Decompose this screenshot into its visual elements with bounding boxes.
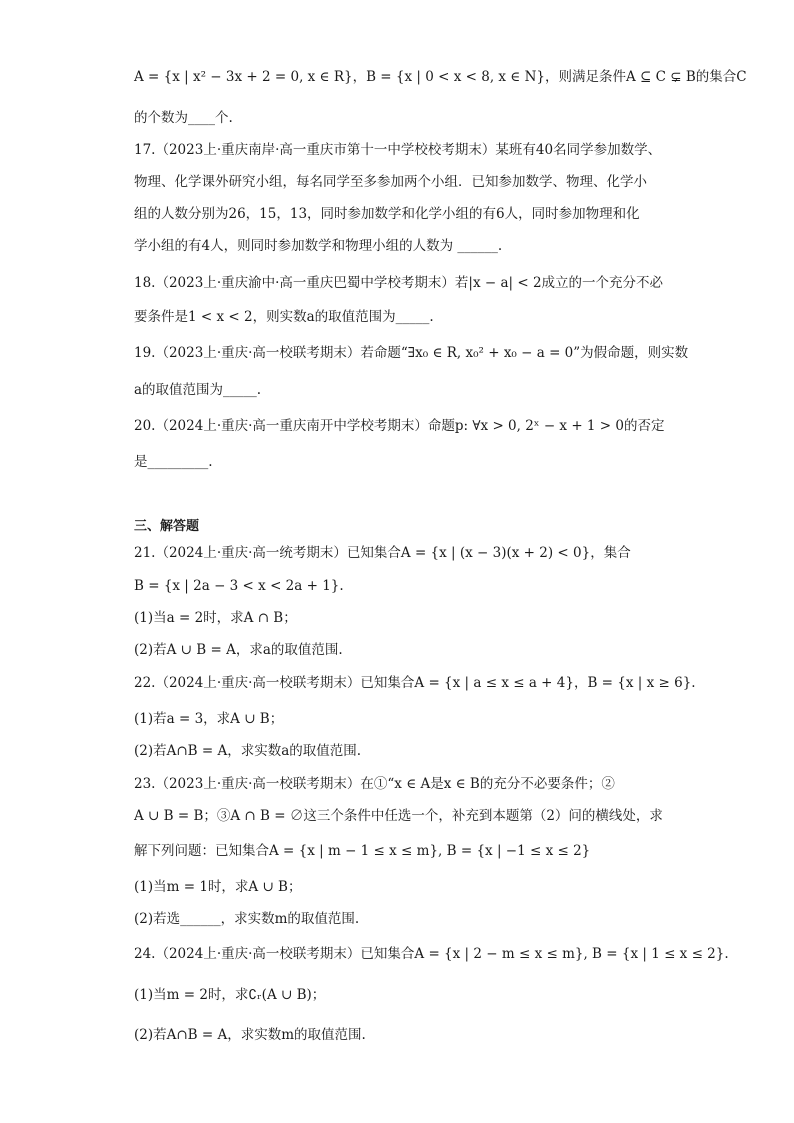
q18-line-1: 18.（2023上·重庆渝中·高一重庆巴蜀中学校考期末）若|x − a| < 2成立的一个充分不必	[134, 275, 664, 291]
q23-line-1: 23.（2023上·重庆·高一校联考期末）在①“x ∈ A是x ∈ B的充分不必要条件；②	[134, 776, 615, 792]
q23-line-3: 解下列问题：已知集合A = {x | m − 1 ≤ x ≤ m}, B = {x | −1 ≤ x ≤ 2}	[134, 843, 591, 859]
q17-line-2: 物理、化学课外研究小组，每名同学至多参加两个小组．已知参加数学、物理、化学小	[134, 174, 647, 190]
q24-line-1: 24.（2024上·重庆·高一校联考期末）已知集合A = {x | 2 − m ≤ x ≤ m}, B = {x | 1 ≤ x ≤ 2}.	[134, 946, 729, 962]
q21-part-2: (2)若A ∪ B = A，求a的取值范围.	[134, 642, 343, 658]
q20-line-2: 是_________.	[134, 454, 213, 470]
q23-part-1: (1)当m = 1时，求A ∪ B；	[134, 879, 302, 895]
q21-line-1: 21.（2024上·重庆·高一统考期末）已知集合A = {x | (x − 3)(x + 2) < 0}，集合	[134, 545, 631, 561]
q24-part-1: (1)当m = 2时，求∁ᵣ(A ∪ B)；	[134, 987, 326, 1003]
q17-line-4: 学小组的有4人，则同时参加数学和物理小组的人数为 ______.	[134, 238, 503, 254]
q16-line-2: 的个数为____个.	[134, 110, 233, 126]
q24-part-2: (2)若A∩B = A，求实数m的取值范围.	[134, 1027, 366, 1043]
q20-line-1: 20.（2024上·重庆·高一重庆南开中学校考期末）命题p: ∀x > 0, 2ˣ − x + 1 > 0的否定	[134, 418, 665, 434]
q18-line-2: 要条件是1 < x < 2，则实数a的取值范围为_____.	[134, 309, 434, 325]
q22-part-2: (2)若A∩B = A，求实数a的取值范围.	[134, 743, 362, 759]
q22-part-1: (1)若a = 3，求A ∪ B；	[134, 711, 284, 727]
q17-line-1: 17.（2023上·重庆南岸·高一重庆市第十一中学校校考期末）某班有40名同学参加数学、	[134, 142, 662, 158]
q19-line-1: 19.（2023上·重庆·高一校联考期末）若命题“∃x₀ ∈ R, x₀² + x₀ − a = 0”为假命题，则实数	[134, 345, 689, 361]
q16-line-1: A = {x | x² − 3x + 2 = 0, x ∈ R}，B = {x | 0 < x < 8, x ∈ N}，则满足条件A ⊆ C ⊊ B的集合C	[134, 69, 747, 85]
q23-line-2: A ∪ B = B；③A ∩ B = ∅这三个条件中任选一个，补充到本题第（2）问的横线处，求	[134, 808, 663, 824]
section-heading: 三、解答题	[134, 519, 200, 534]
q19-line-2: a的取值范围为_____.	[134, 382, 262, 398]
q21-part-1: (1)当a = 2时，求A ∩ B；	[134, 610, 297, 626]
q17-line-3: 组的人数分别为26，15，13，同时参加数学和化学小组的有6人，同时参加物理和化	[134, 206, 640, 222]
q21-line-2: B = {x | 2a − 3 < x < 2a + 1}.	[134, 578, 344, 594]
q23-part-2: (2)若选______，求实数m的取值范围.	[134, 911, 360, 927]
q22-line-1: 22.（2024上·重庆·高一校联考期末）已知集合A = {x | a ≤ x ≤ a + 4}，B = {x | x ≥ 6}.	[134, 675, 696, 691]
